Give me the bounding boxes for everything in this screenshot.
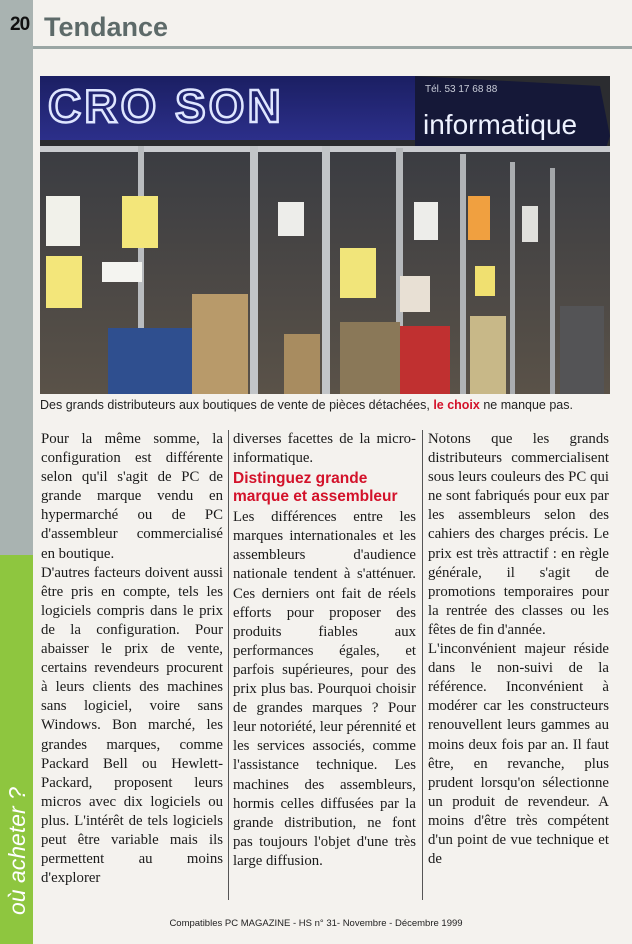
article-paragraph: D'autres facteurs doivent aussi être pris en compte, tels les logiciels compris dans le prix de la configuration. Pour abaisser le prix de vente, certains revendeurs procurent à leurs clients des machines sans logiciel, voire sans Windows. Bon marché, les grandes marques, comme Packard Bell ou Hewlett-Packard, proposent leurs micros avec dix logiciels ou plus. L'intérêt de tels logiciels peut être variable mais ils permettent au moins d'explorer xyxy=(41,564,223,887)
article-column-3 xyxy=(428,430,609,869)
column-rule-2 xyxy=(422,430,423,900)
article-column-1 xyxy=(41,430,223,888)
storefront-illustration xyxy=(40,76,610,394)
caption-text-before: Des grands distributeurs aux boutiques de vente de pièces détachées, xyxy=(40,398,434,412)
article-paragraph: diverses facettes de la micro-informatique. xyxy=(233,431,416,467)
article-paragraph: Pour la même somme, la configuration est différente selon qu'il s'agit de PC de grande marque vendu en hypermarché ou de PC d'assembleur commercialisé en boutique. xyxy=(41,431,223,562)
header-rule xyxy=(33,46,632,49)
photo-caption xyxy=(40,398,620,412)
caption-highlight: le choix xyxy=(433,398,480,412)
article-paragraph: L'inconvénient majeur réside dans le non-suivi de la référence. Inconvénient à modérer car les constructeurs renouvellent leurs gammes au moins deux fois par an. Il faut être, en revanche, plus prudent lorsqu'on sélectionne un produit de revendeur. A moins d'être très compétent d'un point de vue technique et de xyxy=(428,641,609,868)
section-title: Tendance xyxy=(44,12,169,42)
sidebar-vertical-label: où acheter ? xyxy=(4,787,30,915)
store-sign-right-text: informatique xyxy=(423,109,578,140)
article-subheading: Distinguez grande marque et assembleur xyxy=(233,470,398,506)
store-sign-phone: Tél. 53 17 68 88 xyxy=(425,84,498,95)
caption-text-after: ne manque pas. xyxy=(479,398,573,412)
page-number: 20 xyxy=(10,14,30,35)
page-footer: Compatibles PC MAGAZINE - HS n° 31- Novembre - Décembre 1999 xyxy=(169,918,463,929)
storefront-photo xyxy=(40,76,610,394)
article-paragraph: Notons que les grands distributeurs commercialisent sous leurs couleurs des PC qui ne sont fabriqués pour eux par les assembleurs selon des cahiers des charges précis. Le prix est très attractif : en règle générale, il s'agit de promotions temporaires pour la rentrée des classes ou les fêtes de fin d'année. xyxy=(428,431,609,638)
article-paragraph: Les différences entre les marques internationales et les assembleurs d'audience nationale tendent à s'atténuer. Ces derniers ont fait de réels efforts pour proposer des produits fiables aux performances égales, et parfois supérieures, pour des prix plus bas. Pourquoi choisir de grandes marques ? Pour leur notoriété, leur pérennité et les services associés, comme l'assistance technique. Les machines des assembleurs, hormis celles diffusées par la grande distribution, ne font pas toujours l'objet d'une très large diffusion. xyxy=(233,509,416,869)
column-rule-1 xyxy=(228,430,229,900)
store-sign-left-text: CRO SON xyxy=(48,80,284,132)
article-column-2 xyxy=(233,430,416,871)
